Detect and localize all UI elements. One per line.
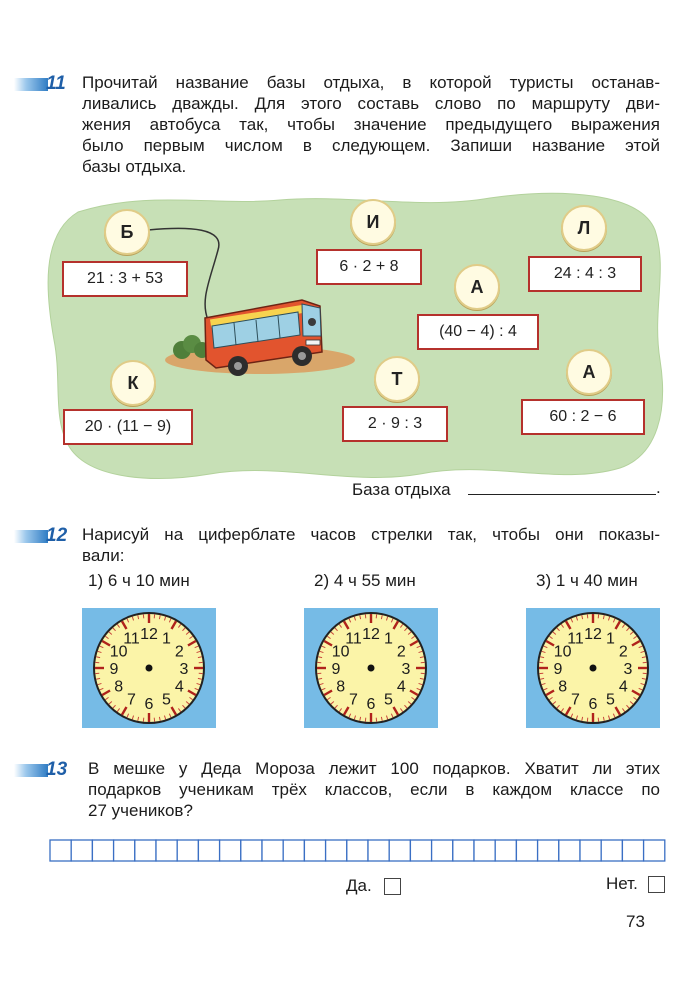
grid-cell[interactable] [304, 840, 325, 861]
task-marker-bar [14, 78, 48, 91]
grid-cell[interactable] [241, 840, 262, 861]
yes-checkbox[interactable] [384, 878, 401, 895]
clock-2-label: 2) 4 ч 55 мин [314, 571, 416, 590]
grid-cell[interactable] [283, 840, 304, 861]
clock-number: 1 [162, 630, 171, 648]
stop-letter-l: Л [561, 205, 607, 251]
grid-cell[interactable] [389, 840, 410, 861]
grid-cell[interactable] [92, 840, 113, 861]
grid-cell[interactable] [559, 840, 580, 861]
answer-grid[interactable] [49, 839, 669, 863]
task-12-number: 12 [46, 525, 68, 546]
clock-number: 3 [623, 661, 633, 678]
stop-letter-t: Т [374, 356, 420, 402]
grid-cell[interactable] [580, 840, 601, 861]
clock-number: 8 [114, 678, 124, 696]
task-13-line-2: подарков ученикам трёх классов, если в каждом классе по [88, 780, 660, 799]
clock-face-3[interactable] [526, 608, 660, 728]
clock-number: 4 [396, 678, 406, 696]
task-11-line-1: Прочитай название базы отдыха, в которой туристы останав- [82, 73, 660, 92]
clock-number: 10 [109, 643, 128, 661]
task-12-text [82, 524, 660, 566]
clock-number: 8 [336, 678, 346, 696]
clock-number: 12 [584, 626, 602, 643]
task-13-line-1: В мешке у Деда Мороза лежит 100 подарков. Хватит ли этих [88, 759, 660, 778]
clock-center-dot [146, 665, 153, 672]
grid-cell[interactable] [198, 840, 219, 861]
clock-number: 7 [349, 691, 358, 709]
task-marker-bar [14, 530, 48, 543]
clock-number: 4 [174, 678, 184, 696]
grid-cell[interactable] [495, 840, 516, 861]
clock-number: 12 [362, 626, 380, 643]
clock-number: 1 [384, 630, 393, 648]
clock-center-dot [590, 665, 597, 672]
page-number: 73 [626, 912, 645, 931]
stop-expression-i: 6 · 2 + 8 [316, 249, 422, 285]
no-label: Нет. [606, 874, 638, 893]
stop-expression-a2: 60 : 2 − 6 [521, 399, 645, 435]
stop-expression-k: 20 · (11 − 9) [63, 409, 193, 445]
stop-letter-a2: А [566, 349, 612, 395]
grid-cell[interactable] [135, 840, 156, 861]
clock-face-2[interactable] [304, 608, 438, 728]
clock-number: 9 [331, 661, 341, 678]
clock-number: 7 [127, 691, 136, 709]
clock-number: 9 [553, 661, 563, 678]
grid-cell[interactable] [50, 840, 71, 861]
clock-number: 5 [162, 691, 171, 709]
task-11-line-4: было первым числом в следующем. Запиши название этой [82, 136, 660, 155]
clock-number: 11 [345, 630, 362, 648]
clock-number: 1 [606, 630, 615, 648]
grid-cell[interactable] [262, 840, 283, 861]
answer-input-line[interactable] [468, 494, 656, 495]
grid-cell[interactable] [601, 840, 622, 861]
clock-number: 6 [588, 696, 598, 713]
clock-face-1[interactable] [82, 608, 216, 728]
clock-number: 2 [174, 643, 184, 661]
grid-cell[interactable] [516, 840, 537, 861]
clock-number: 2 [396, 643, 406, 661]
stop-letter-a1: А [454, 264, 500, 310]
yes-label: Да. [346, 876, 372, 895]
task-11-text [82, 72, 660, 177]
grid-cell[interactable] [71, 840, 92, 861]
no-checkbox[interactable] [648, 876, 665, 893]
task-13-line-3: 27 учеников? [88, 801, 193, 820]
grid-cell[interactable] [432, 840, 453, 861]
stop-expression-a1: (40 − 4) : 4 [417, 314, 539, 350]
clock-number: 9 [109, 661, 119, 678]
task-marker-bar [14, 764, 48, 777]
task-11-line-2: ливались дважды. Для этого составь слово по маршруту дви- [82, 94, 660, 113]
task-11-line-5: базы отдыха. [82, 157, 187, 176]
grid-cell[interactable] [644, 840, 665, 861]
clock-number: 8 [558, 678, 568, 696]
clock-number: 12 [140, 626, 158, 643]
clock-number: 2 [618, 643, 628, 661]
clock-3-label: 3) 1 ч 40 мин [536, 571, 638, 590]
stop-expression-b: 21 : 3 + 53 [62, 261, 188, 297]
grid-cell[interactable] [326, 840, 347, 861]
clock-number: 6 [366, 696, 376, 713]
clock-number: 5 [606, 691, 615, 709]
clock-1-label: 1) 6 ч 10 мин [88, 571, 190, 590]
task-11-number: 11 [46, 73, 66, 94]
task-13-number: 13 [46, 759, 68, 780]
clock-number: 3 [179, 661, 189, 678]
answer-label: База отдыха [352, 480, 451, 499]
grid-cell[interactable] [114, 840, 135, 861]
grid-cell[interactable] [220, 840, 241, 861]
clock-number: 7 [571, 691, 580, 709]
stop-letter-i: И [350, 199, 396, 245]
clock-center-dot [368, 665, 375, 672]
stop-letter-k: К [110, 360, 156, 406]
task-12-line-2: вали: [82, 546, 125, 565]
answer-dot: . [656, 478, 661, 497]
grid-cell[interactable] [347, 840, 368, 861]
stop-expression-t: 2 · 9 : 3 [342, 406, 448, 442]
grid-cell[interactable] [410, 840, 431, 861]
task-11-line-3: жения автобуса так, чтобы значение предыдущего выражения [82, 115, 660, 134]
route-map [40, 190, 665, 480]
clock-number: 11 [567, 630, 584, 648]
clock-number: 5 [384, 691, 393, 709]
task-12-line-1: Нарисуй на циферблате часов стрелки так, чтобы они показы- [82, 525, 660, 544]
stop-letter-b: Б [104, 209, 150, 255]
clock-number: 3 [401, 661, 411, 678]
grid-cell[interactable] [177, 840, 198, 861]
grid-cell[interactable] [622, 840, 643, 861]
clock-number: 6 [144, 696, 154, 713]
grid-cell[interactable] [453, 840, 474, 861]
task-13-text [88, 758, 660, 821]
clock-number: 10 [553, 643, 572, 661]
grid-cell[interactable] [368, 840, 389, 861]
clock-number: 10 [331, 643, 350, 661]
grid-cell[interactable] [538, 840, 559, 861]
grid-cell[interactable] [474, 840, 495, 861]
clock-number: 4 [618, 678, 628, 696]
clock-number: 11 [123, 630, 140, 648]
stop-expression-l: 24 : 4 : 3 [528, 256, 642, 292]
grid-cell[interactable] [156, 840, 177, 861]
